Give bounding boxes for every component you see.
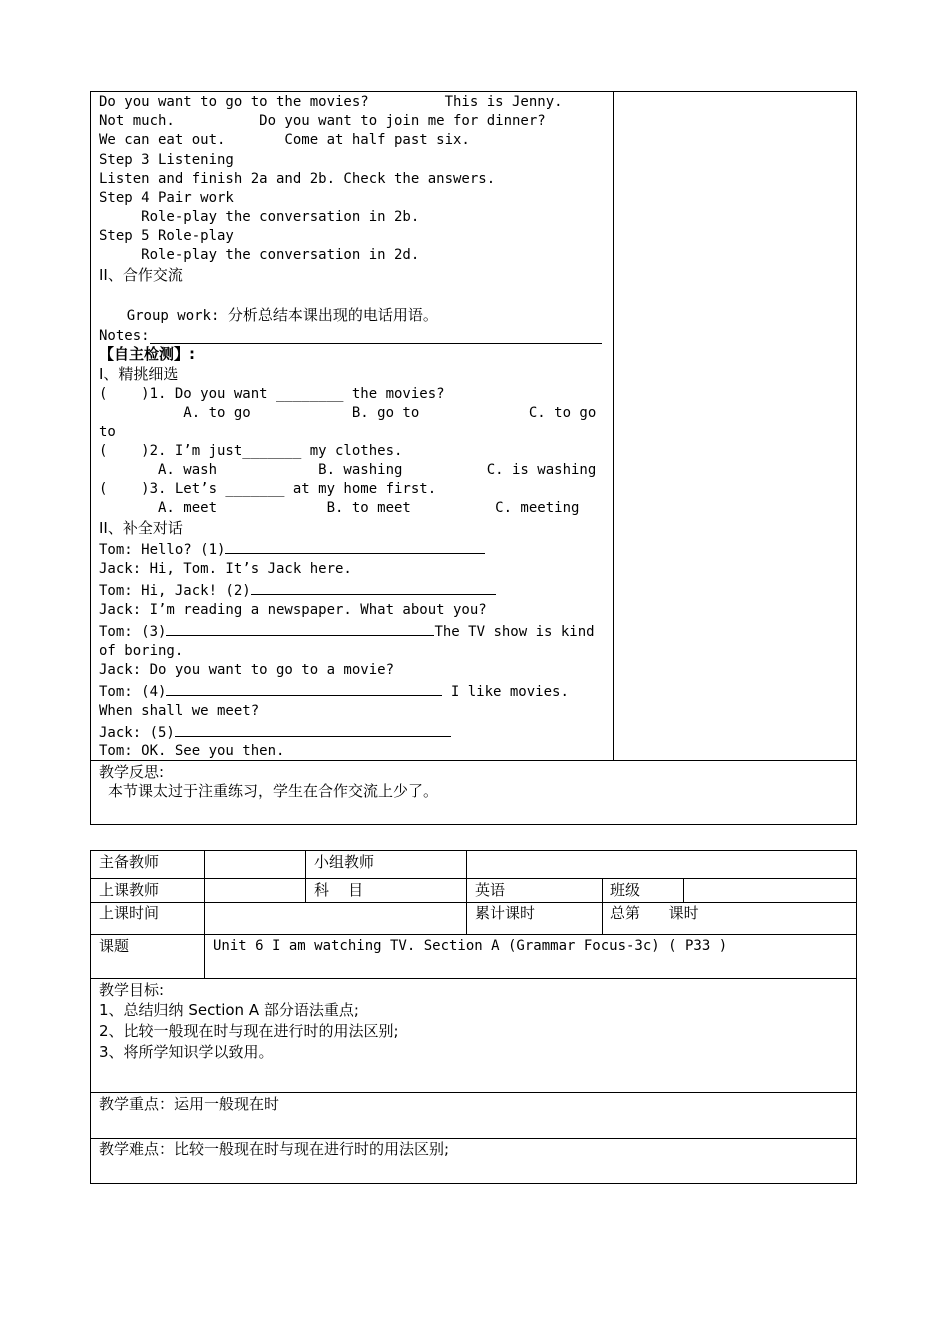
cumulative-hours-label: 累计课时 — [475, 904, 536, 922]
self-check-heading: 【自主检测】: — [99, 345, 195, 363]
dialogue-text: Jack: Do you want to go to a movie? — [99, 662, 395, 678]
dialogue-text: Jack: I’m reading a newspaper. What about you? — [99, 602, 487, 618]
part2-heading: II、补全对话 — [99, 519, 183, 537]
mc-question-1: ( )1. Do you want ________ the movies? — [99, 386, 445, 402]
topic-label: 课题 — [99, 937, 130, 955]
mc-question-3: ( )3. Let’s _______ at my home first. — [99, 481, 437, 497]
goal-number: 1、 — [99, 1001, 124, 1019]
step5-text: Role-play the conversation in 2d. — [99, 247, 420, 263]
step5-heading: Step 5 Role-play — [99, 228, 234, 244]
lesson-col-divider-c — [466, 850, 467, 934]
mc-question-3-options: A. meet B. to meet C. meeting — [99, 500, 580, 516]
dialogue-row — [99, 539, 485, 560]
goal-item — [99, 1021, 399, 1041]
dialogue-row — [99, 702, 259, 721]
lesson-col-divider-d — [602, 878, 603, 934]
step3-heading: Step 3 Listening — [99, 152, 234, 168]
lesson-col-divider-b — [305, 850, 306, 902]
dialogue-text: Tom: (4) — [99, 684, 167, 700]
goal-item — [99, 1000, 359, 1020]
difficulties: 教学难点：比较一般现在时与现在进行时的用法区别; — [99, 1140, 450, 1158]
dialogue-row — [99, 681, 569, 702]
cooperation-heading: II、合作交流 — [99, 266, 183, 284]
dialogue-text: When shall we meet? — [99, 703, 260, 719]
dialogue-text: Tom: Hello? (1) — [99, 542, 226, 558]
dialogue-row — [99, 560, 352, 579]
lesson-row-divider-3 — [90, 934, 857, 935]
goal-number: 2、 — [99, 1022, 124, 1040]
notes-line — [150, 343, 602, 344]
lesson-row-divider-1 — [90, 878, 857, 879]
part1-heading: I、精挑细选 — [99, 365, 179, 383]
dialogue-text: Jack: (5) — [99, 725, 175, 741]
dialogue-text-after-blank: I like movies. — [442, 684, 569, 700]
mc-question-2: ( )2. I’m just_______ my clothes. — [99, 443, 403, 459]
goal-text: 比较一般现在时与现在进行时的用法区别; — [123, 1022, 399, 1040]
lesson-row-divider-4 — [90, 978, 857, 979]
subject-value: 英语 — [475, 881, 506, 899]
total-hours-label: 总第 课时 — [610, 904, 699, 922]
goals-label: 教学目标: — [99, 981, 165, 999]
subject-label: 科 目 — [314, 881, 364, 899]
goal-number: 3、 — [99, 1043, 124, 1061]
lesson-time-label: 上课时间 — [99, 904, 160, 922]
dialogue-text-after-blank: The TV show is kind — [434, 624, 595, 640]
group-teacher-label: 小组教师 — [314, 853, 375, 871]
group-work-prefix: Group work: — [118, 308, 228, 324]
goal-text: 总结归纳 Section A 部分语法重点; — [123, 1001, 359, 1019]
class-teacher-label: 上课教师 — [99, 881, 160, 899]
dialogue-text: Jack: Hi, Tom. It’s Jack here. — [99, 561, 352, 577]
dialogue-text: Tom: OK. See you then. — [99, 743, 285, 759]
topic-value: Unit 6 I am watching TV. Section A (Grammar Focus-3c) ( P33 ) — [213, 938, 728, 954]
mc-question-1-options-wrap: to — [99, 424, 116, 440]
lesson-row-divider-2 — [90, 902, 857, 903]
dialogue-text: of boring. — [99, 643, 184, 659]
dialogue-row — [99, 722, 451, 743]
dialogue-line-2: Not much. Do you want to join me for dinner? — [99, 113, 546, 129]
dialogue-line-3: We can eat out. Come at half past six. — [99, 132, 470, 148]
lesson-row-divider-5 — [90, 1092, 857, 1093]
group-work-line — [99, 286, 438, 326]
group-work-text: 分析总结本课出现的电话用语。 — [227, 306, 438, 324]
dialogue-row — [99, 580, 496, 601]
goal-item — [99, 1042, 274, 1062]
step3-text: Listen and finish 2a and 2b. Check the answers. — [99, 171, 496, 187]
step4-text: Role-play the conversation in 2b. — [99, 209, 420, 225]
notes-label: Notes: — [99, 328, 150, 344]
reflection-label: 教学反思: — [99, 763, 165, 781]
upper-table-column-divider — [613, 91, 614, 760]
answer-blank[interactable] — [166, 681, 442, 696]
goal-text: 将所学知识学以致用。 — [123, 1043, 274, 1061]
lesson-col-divider-a — [204, 850, 205, 978]
mc-question-2-options: A. wash B. washing C. is washing — [99, 462, 597, 478]
reflection-text: 本节课太过于注重练习，学生在合作交流上少了。 — [108, 782, 439, 800]
dialogue-row — [99, 601, 487, 620]
class-label: 班级 — [610, 881, 641, 899]
dialogue-row — [99, 742, 284, 761]
lead-teacher-label: 主备教师 — [99, 853, 160, 871]
step4-heading: Step 4 Pair work — [99, 190, 234, 206]
dialogue-text: Tom: Hi, Jack! (2) — [99, 583, 251, 599]
dialogue-line-1: Do you want to go to the movies? This is Jenny. — [99, 94, 563, 110]
answer-blank[interactable] — [166, 621, 434, 636]
lesson-col-divider-e — [683, 878, 684, 902]
answer-blank[interactable] — [225, 539, 485, 554]
answer-blank[interactable] — [251, 580, 496, 595]
key-points: 教学重点：运用一般现在时 — [99, 1095, 280, 1113]
dialogue-row — [99, 661, 394, 680]
mc-question-1-options: A. to go B. go to C. to go — [99, 405, 597, 421]
dialogue-row — [99, 621, 595, 642]
answer-blank[interactable] — [175, 722, 451, 737]
dialogue-row — [99, 642, 183, 661]
dialogue-text: Tom: (3) — [99, 624, 167, 640]
